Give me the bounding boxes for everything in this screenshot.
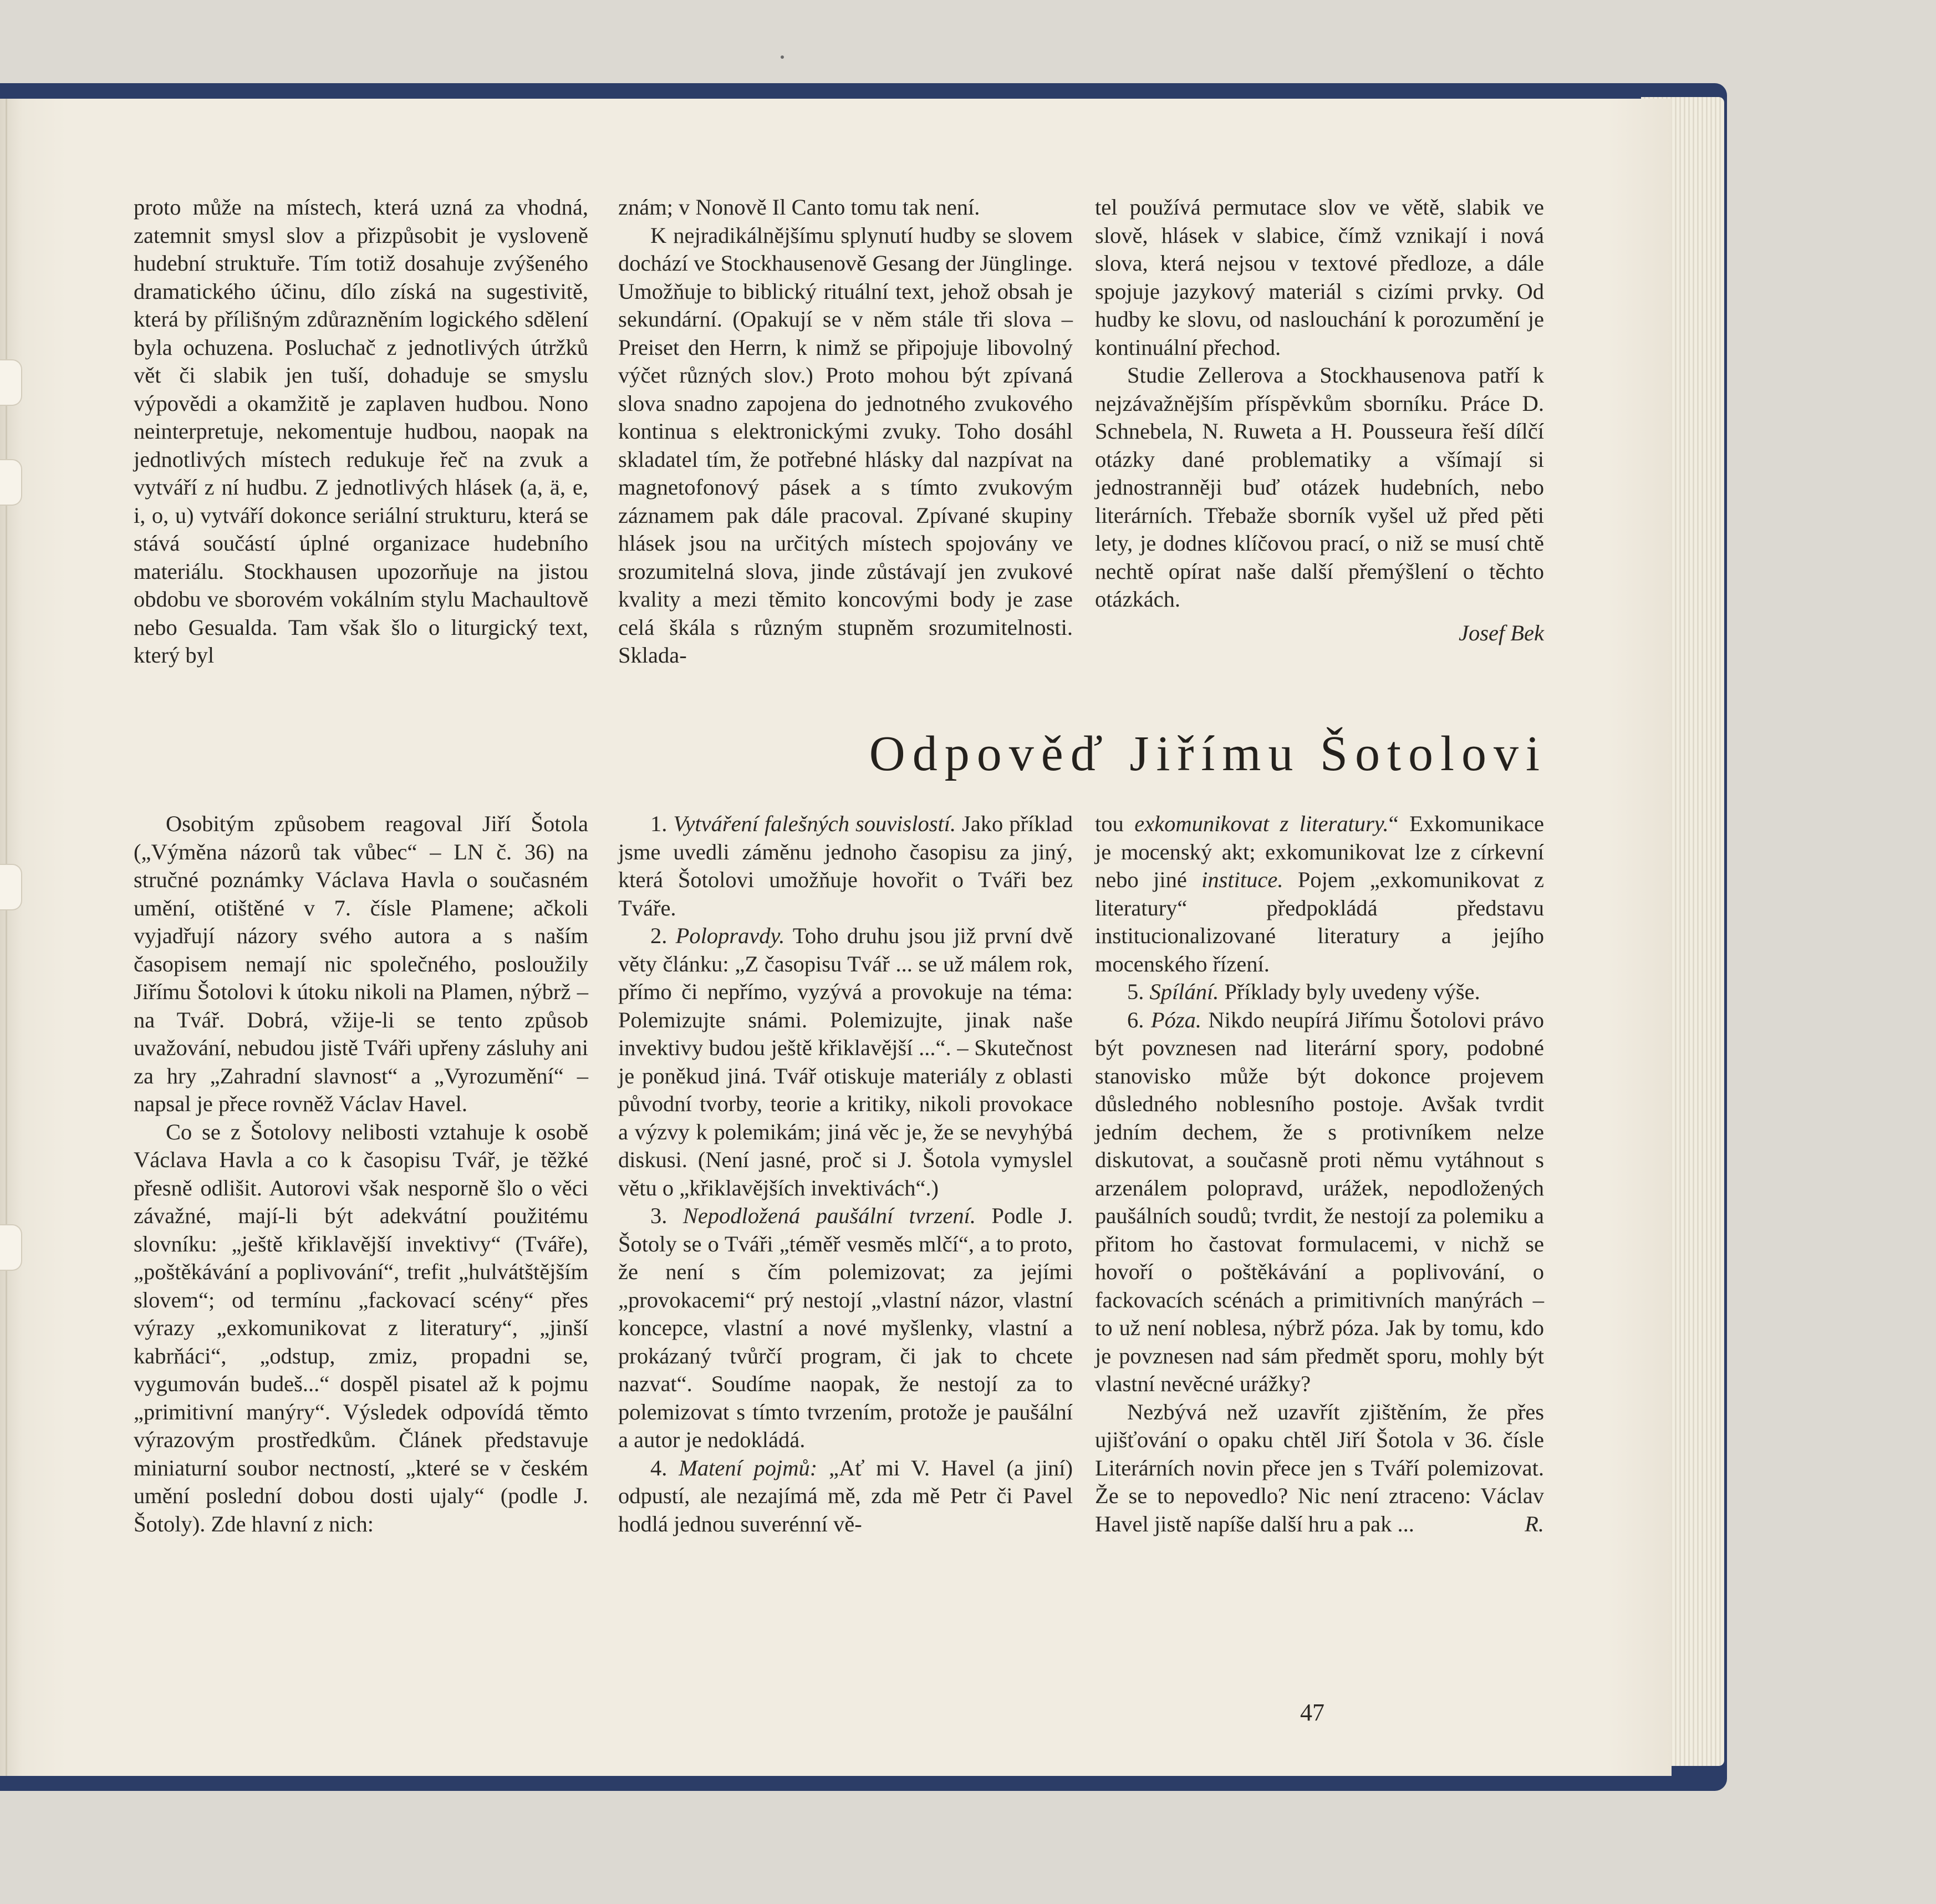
bottom-column-1 xyxy=(134,810,588,1538)
top-column-2 xyxy=(618,194,1073,670)
numbered-point: 1. Vytváření falešných souvislostí. Jako příklad jsme uvedli záměnu jednoho časopisu za jiný, která Šotolovi umožňuje hovořit o Tváři bez Tváře. xyxy=(618,811,1073,920)
point-heading: Spílání. xyxy=(1149,979,1219,1004)
binding-stitch xyxy=(0,1224,22,1271)
paragraph: Co se z Šotolovy nelibosti vztahuje k osobě Václava Havla a co k časopisu Tvář, je těžké přesně odlišit. Autorovi však nesporně šlo o věci závažné, mají-li být adekvátní použitému slovníku: „ještě křiklavější invektivy“ (Tváře), „poštěkávání a poplivování“, trefit „hulvátštějším slovem“; od termínu „fackovací scény“ přes výrazy „exkomunikovat z literatury“, „jinší kabrňáci“, „odstup, zmiz, propadni se, vygumován budeš...“ dospěl pisatel až k pojmu „primitivní manýry“. Výsledek odpovídá těmto výrazovým prostředkům. Článek představuje miniaturní soubor nectností, „které se v českém umění poslední dobou dosti ujaly“ (podle J. Šotoly). Zde hlavní z nich: xyxy=(134,1119,588,1536)
binding-stitch xyxy=(0,359,22,406)
point-heading: Vytváření falešných souvislostí. xyxy=(673,811,956,836)
top-column-1 xyxy=(134,194,588,670)
article-title: Odpověď Jiřímu Šotolovi xyxy=(869,726,1547,781)
numbered-point: 3. Nepodložená paušální tvrzení. Podle J. Šotoly se o Tváři „téměř vesměs mlčí“, a to proto, že není s čím polemizovat; za jejími „provokacemi“ prý nestojí „vlastní názor, vlastní koncepce, vlastní a nové myšlenky, vlastní a prokázaný tvůrčí program, či jak to chcete nazvat“. Soudíme naopak, že nestojí za to polemizovat s tímto tvrzením, protože je paušální a autor je nedokládá. xyxy=(618,1203,1073,1452)
numbered-point: 6. Póza. Nikdo neupírá Jiřímu Šotolovi právo být povznesen nad literární spory, podobné stanovisko může být dokonce projevem důsledného noblesního postoje. Avšak tvrdit jedním dechem, že s protivníkem nelze diskutovat, a současně proti němu vytáhnout s arzenálem polopravd, urážek, nepodložených paušálních soudů; tvrdit, že nestojí za polemiku a přitom ho častovat formulacemi, v nichž se hovoří o poštěkávání a poplivování, o fackovacích scénách a primitivních manýrách – to už není noblesa, nýbrž póza. Jak by tomu, kdo je povznesen nad sám předmět sporu, mohly být vlastní nevěcné urážky? xyxy=(1095,1007,1544,1396)
binding-stitch xyxy=(0,864,22,910)
point-heading: Matení pojmů: xyxy=(679,1455,818,1480)
paragraph: proto může na místech, která uzná za vhodná, zatemnit smysl slov a přizpůsobit je vysloveně hudební struktuře. Tím totiž dosahuje zvýšeného dramatického účinu, dílo získá na sugestivitě, která by přílišným zdůrazněním logického sdělení byla ochuzena. Posluchač z jednotlivých útržků vět či slabik jen tuší, dohaduje se smyslu výpovědi a okamžitě je zaplaven hudbou. Nono neinterpretuje, nekomentuje hudbou, naopak na jednotlivých místech redukuje řeč na zvuk a vytváří z ní hudbu. Z jednotlivých hlásek (a, ä, e, i, o, u) vytváří dokonce seriální strukturu, která se stává součástí úplné organizace hudebního materiálu. Stockhausen upozorňuje na jistou obdobu ve sborovém vokálním stylu Machaultově nebo Gesualda. Tam však šlo o liturgický text, který byl xyxy=(134,195,588,668)
point-heading: Nepodložená paušální tvrzení. xyxy=(682,1203,976,1228)
top-column-3 xyxy=(1095,194,1544,647)
point-heading: Póza. xyxy=(1150,1007,1201,1032)
paragraph: Nezbývá než uzavřít zjištěním, že přes ujišťování o opaku chtěl Jiří Šotola v 36. čísle Literárních novin přece jen s Tváří polemizovat. Že se to nepovedlo? Nic není ztraceno: Václav Havel jistě napíše další hru a pak ... R. xyxy=(1095,1398,1544,1539)
paragraph: znám; v Nonově Il Canto tomu tak není. xyxy=(618,195,980,220)
author-signature: Josef Bek xyxy=(1458,620,1544,645)
paragraph: K nejradikálnějšímu splynutí hudby se slovem dochází ve Stockhausenově Gesang der Jünglinge. Umožňuje to biblický rituální text, jehož obsah je sekundární. (Opakují se v něm stále tři slova – Preiset den Herrn, k nimž se připojuje libovolný výčet různých slov.) Proto mohou být zpívaná slova snadno zapojena do jednotného zvukového kontinua s elektronickými zvuky. Toho dosáhl skladatel tím, že potřebné hlásky dal nazpívat na magnetofonový pásek a s tímto zvukovým záznamem pak dále pracoval. Zpívané skupiny hlásek jsou na určitých místech spojovány ve srozumitelná slova, jinde zůstávají jen zvukové kvality a mezi těmito koncovými body je zase celá škála s různým stupněm srozumitelnosti. Sklada- xyxy=(618,222,1073,668)
bottom-column-3 xyxy=(1095,810,1544,1538)
binding-stitch xyxy=(0,459,22,506)
bottom-column-2 xyxy=(618,810,1073,1538)
numbered-point: 2. Polopravdy. Toho druhu jsou již první dvě věty článku: „Z časopisu Tvář ... se už málem rok, přímo či nepřímo, vyzývá a provokuje na téma: Polemizujte snámi. Polemizujte, jinak naše invektivy budou ještě křiklavější ...“. – Skutečnost je poněkud jiná. Tvář otiskuje materiály z oblasti původní tvorby, teorie a kritiky, nikoli provokace a výzvy k polemikám; jiná věc je, že se nevyhýbá diskusi. (Není jasné, proč si J. Šotola vymyslel větu o „křiklavějších invektivách“.) xyxy=(618,923,1073,1200)
page-number: 47 xyxy=(1300,1699,1324,1726)
dust-speck xyxy=(781,55,784,59)
numbered-point: 4. Matení pojmů: „Ať mi V. Havel (a jiní) odpustí, ale nezajímá mě, zda mě Petr či Pavel hodlá jednou suverénní vě- xyxy=(618,1455,1073,1536)
paragraph: Studie Zellerova a Stockhausenova patří k nejzávažnějším příspěvkům sborníku. Práce D. Schnebela, N. Ruweta a H. Pousseura řeší dílčí otázky dané problematiky a všímají si jednostranněji buď otázek hudebních, nebo literárních. Třebaže sborník vyšel už před pěti lety, je dodnes klíčovou prací, o niž se musí chtě nechtě opírat naše další přemýšlení o těchto otázkách. xyxy=(1095,363,1544,612)
point-heading: Polopravdy. xyxy=(675,923,785,948)
author-signature: R. xyxy=(1525,1511,1544,1536)
paragraph: tou exkomunikovat z literatury.“ Exkomunikace je mocenský akt; exkomunikovat lze z církevní nebo jiné instituce. Pojem „exkomunikovat z literatury“ předpokládá představu institucionalizované literatury a jejího mocenského řízení. xyxy=(1095,811,1544,976)
numbered-point: 5. Spílání. Příklady byly uvedeny výše. xyxy=(1127,979,1480,1004)
book-page xyxy=(0,99,1672,1776)
paragraph: Osobitým způsobem reagoval Jiří Šotola („Výměna názorů tak vůbec“ – LN č. 36) na stručné poznámky Václava Havla o současném umění, otištěné v 7. čísle Plamene; ačkoli vyjadřují názory svého autora a s naším časopisem nemají nic společného, posloužily Jiřímu Šotolovi k útoku nikoli na Plamen, nýbrž – na Tvář. Dobrá, vžije-li se tento způsob uvažování, nebudou jistě Tváři upřeny zásluhy ani za hry „Zahradní slavnost“ a „Vyrozumění“ – napsal je přece rovněž Václav Havel. xyxy=(134,811,588,1116)
gutter-line xyxy=(6,99,7,1776)
paragraph: tel používá permutace slov ve větě, slabik ve slově, hlásek v slabice, čímž vznikají i nová slova, která nejsou v textové předloze, a dále spojuje jazykový materiál s cizími prvky. Od hudby ke slovu, od naslouchání k porozumění je kontinuální přechod. xyxy=(1095,195,1544,360)
